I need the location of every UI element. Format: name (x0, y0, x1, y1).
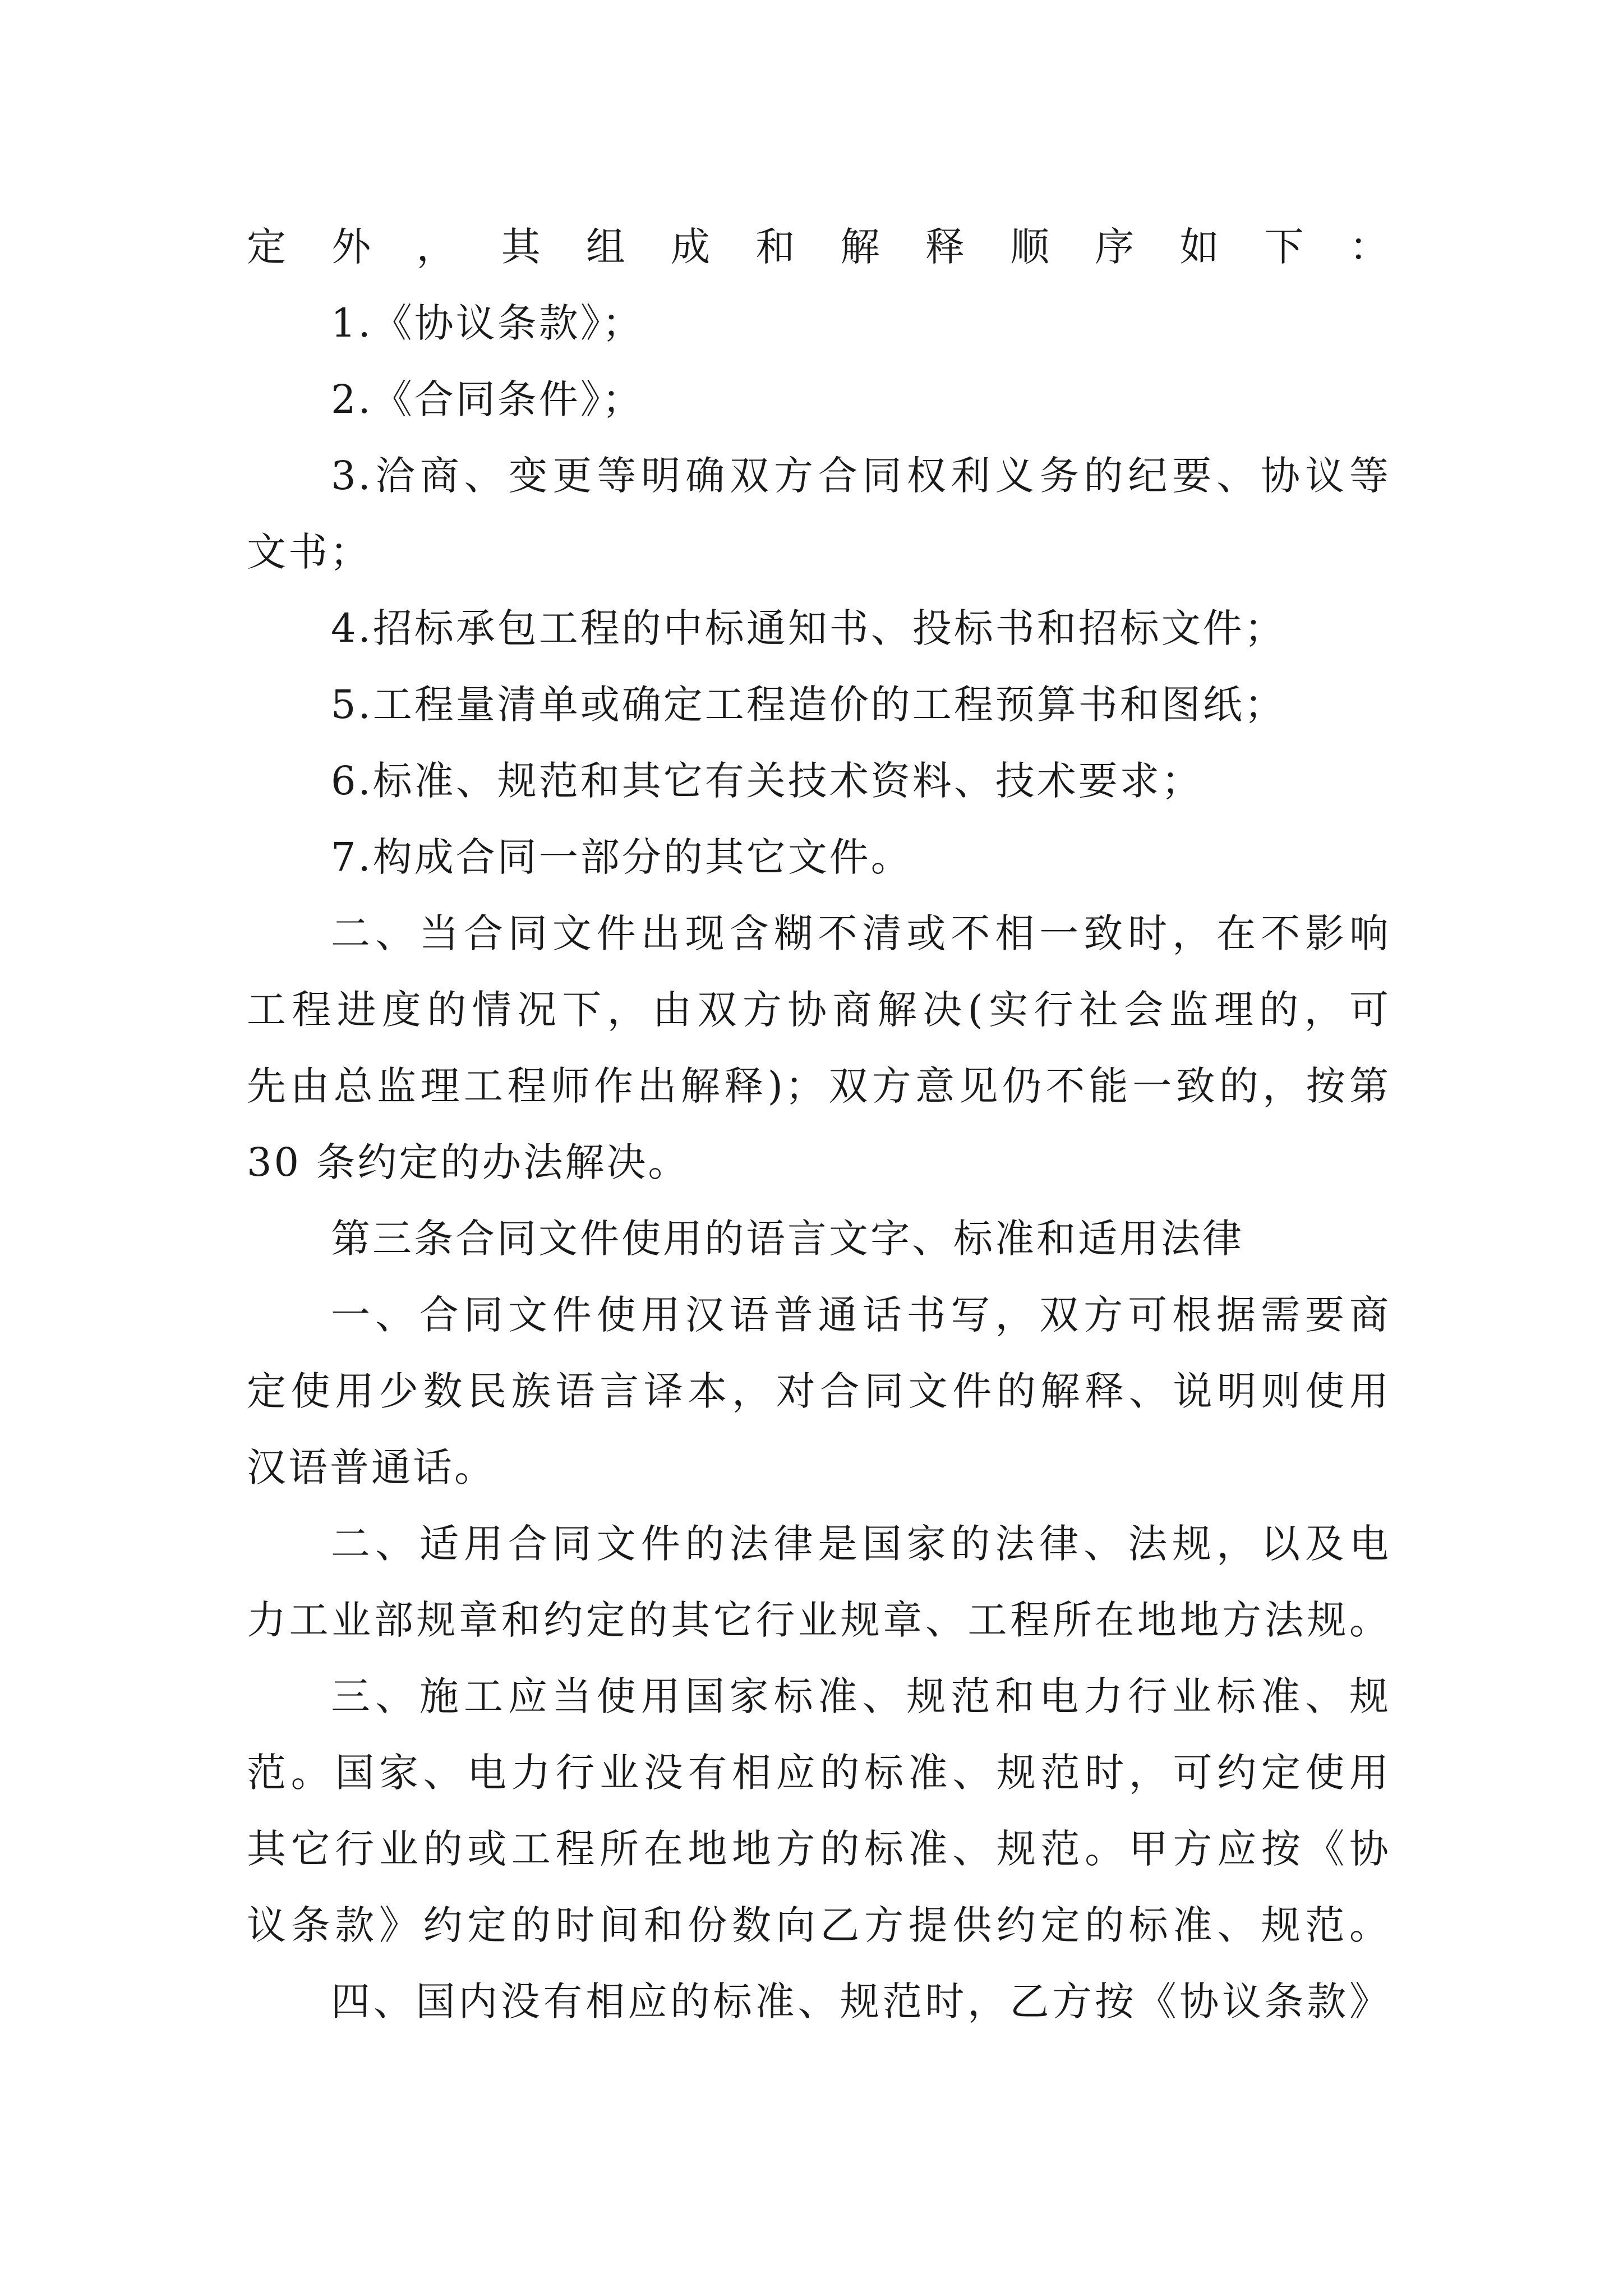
text-line: 汉语普通话。 (247, 1444, 496, 1490)
paragraph-start: 二、适用合同文件的法律是国家的法律、法规，以及电 (331, 1521, 1391, 1567)
text-line: 范。国家、电力行业没有相应的标准、规范时，可约定使用 (247, 1750, 1391, 1796)
list-item-3: 3.洽商、变更等明确双方合同权利义务的纪要、协议等 (331, 453, 1391, 499)
paragraph-start: 一、合同文件使用汉语普通话书写，双方可根据需要商 (331, 1292, 1391, 1338)
text-line: 工程进度的情况下，由双方协商解决(实行社会监理的，可 (247, 987, 1391, 1033)
text-line: 定外，其组成和解释顺序如下： (247, 224, 1391, 270)
list-item-6: 6.标准、规范和其它有关技术资料、技术要求； (331, 758, 1203, 804)
list-item-7: 7.构成合同一部分的其它文件。 (331, 834, 912, 880)
list-item-5: 5.工程量清单或确定工程造价的工程预算书和图纸； (331, 682, 1286, 728)
paragraph-start: 二、当合同文件出现含糊不清或不相一致时，在不影响 (331, 910, 1391, 956)
text-line: 力工业部规章和约定的其它行业规章、工程所在地地方法规。 (247, 1597, 1391, 1643)
text-line: 定使用少数民族语言译本，对合同文件的解释、说明则使用 (247, 1368, 1391, 1414)
document-body (247, 209, 1391, 2040)
paragraph-start: 四、国内没有相应的标准、规范时，乙方按《协议条款》 (331, 1978, 1391, 2024)
paragraph-start: 三、施工应当使用国家标准、规范和电力行业标准、规 (331, 1673, 1391, 1719)
text-line: 其它行业的或工程所在地地方的标准、规范。甲方应按《协 (247, 1826, 1391, 1872)
section-heading: 第三条合同文件使用的语言文字、标准和适用法律 (331, 1216, 1244, 1262)
list-item-2: 2.《合同条件》； (331, 376, 644, 422)
text-line: 文书； (247, 529, 371, 575)
list-item-4: 4.招标承包工程的中标通知书、投标书和招标文件； (331, 605, 1286, 651)
text-line: 30 条约定的办法解决。 (247, 1139, 690, 1185)
list-item-1: 1.《协议条款》； (331, 300, 644, 346)
text-line: 先由总监理工程师作出解释)；双方意见仍不能一致的，按第 (247, 1063, 1391, 1109)
text-line: 议条款》约定的时间和份数向乙方提供约定的标准、规范。 (247, 1902, 1391, 1948)
